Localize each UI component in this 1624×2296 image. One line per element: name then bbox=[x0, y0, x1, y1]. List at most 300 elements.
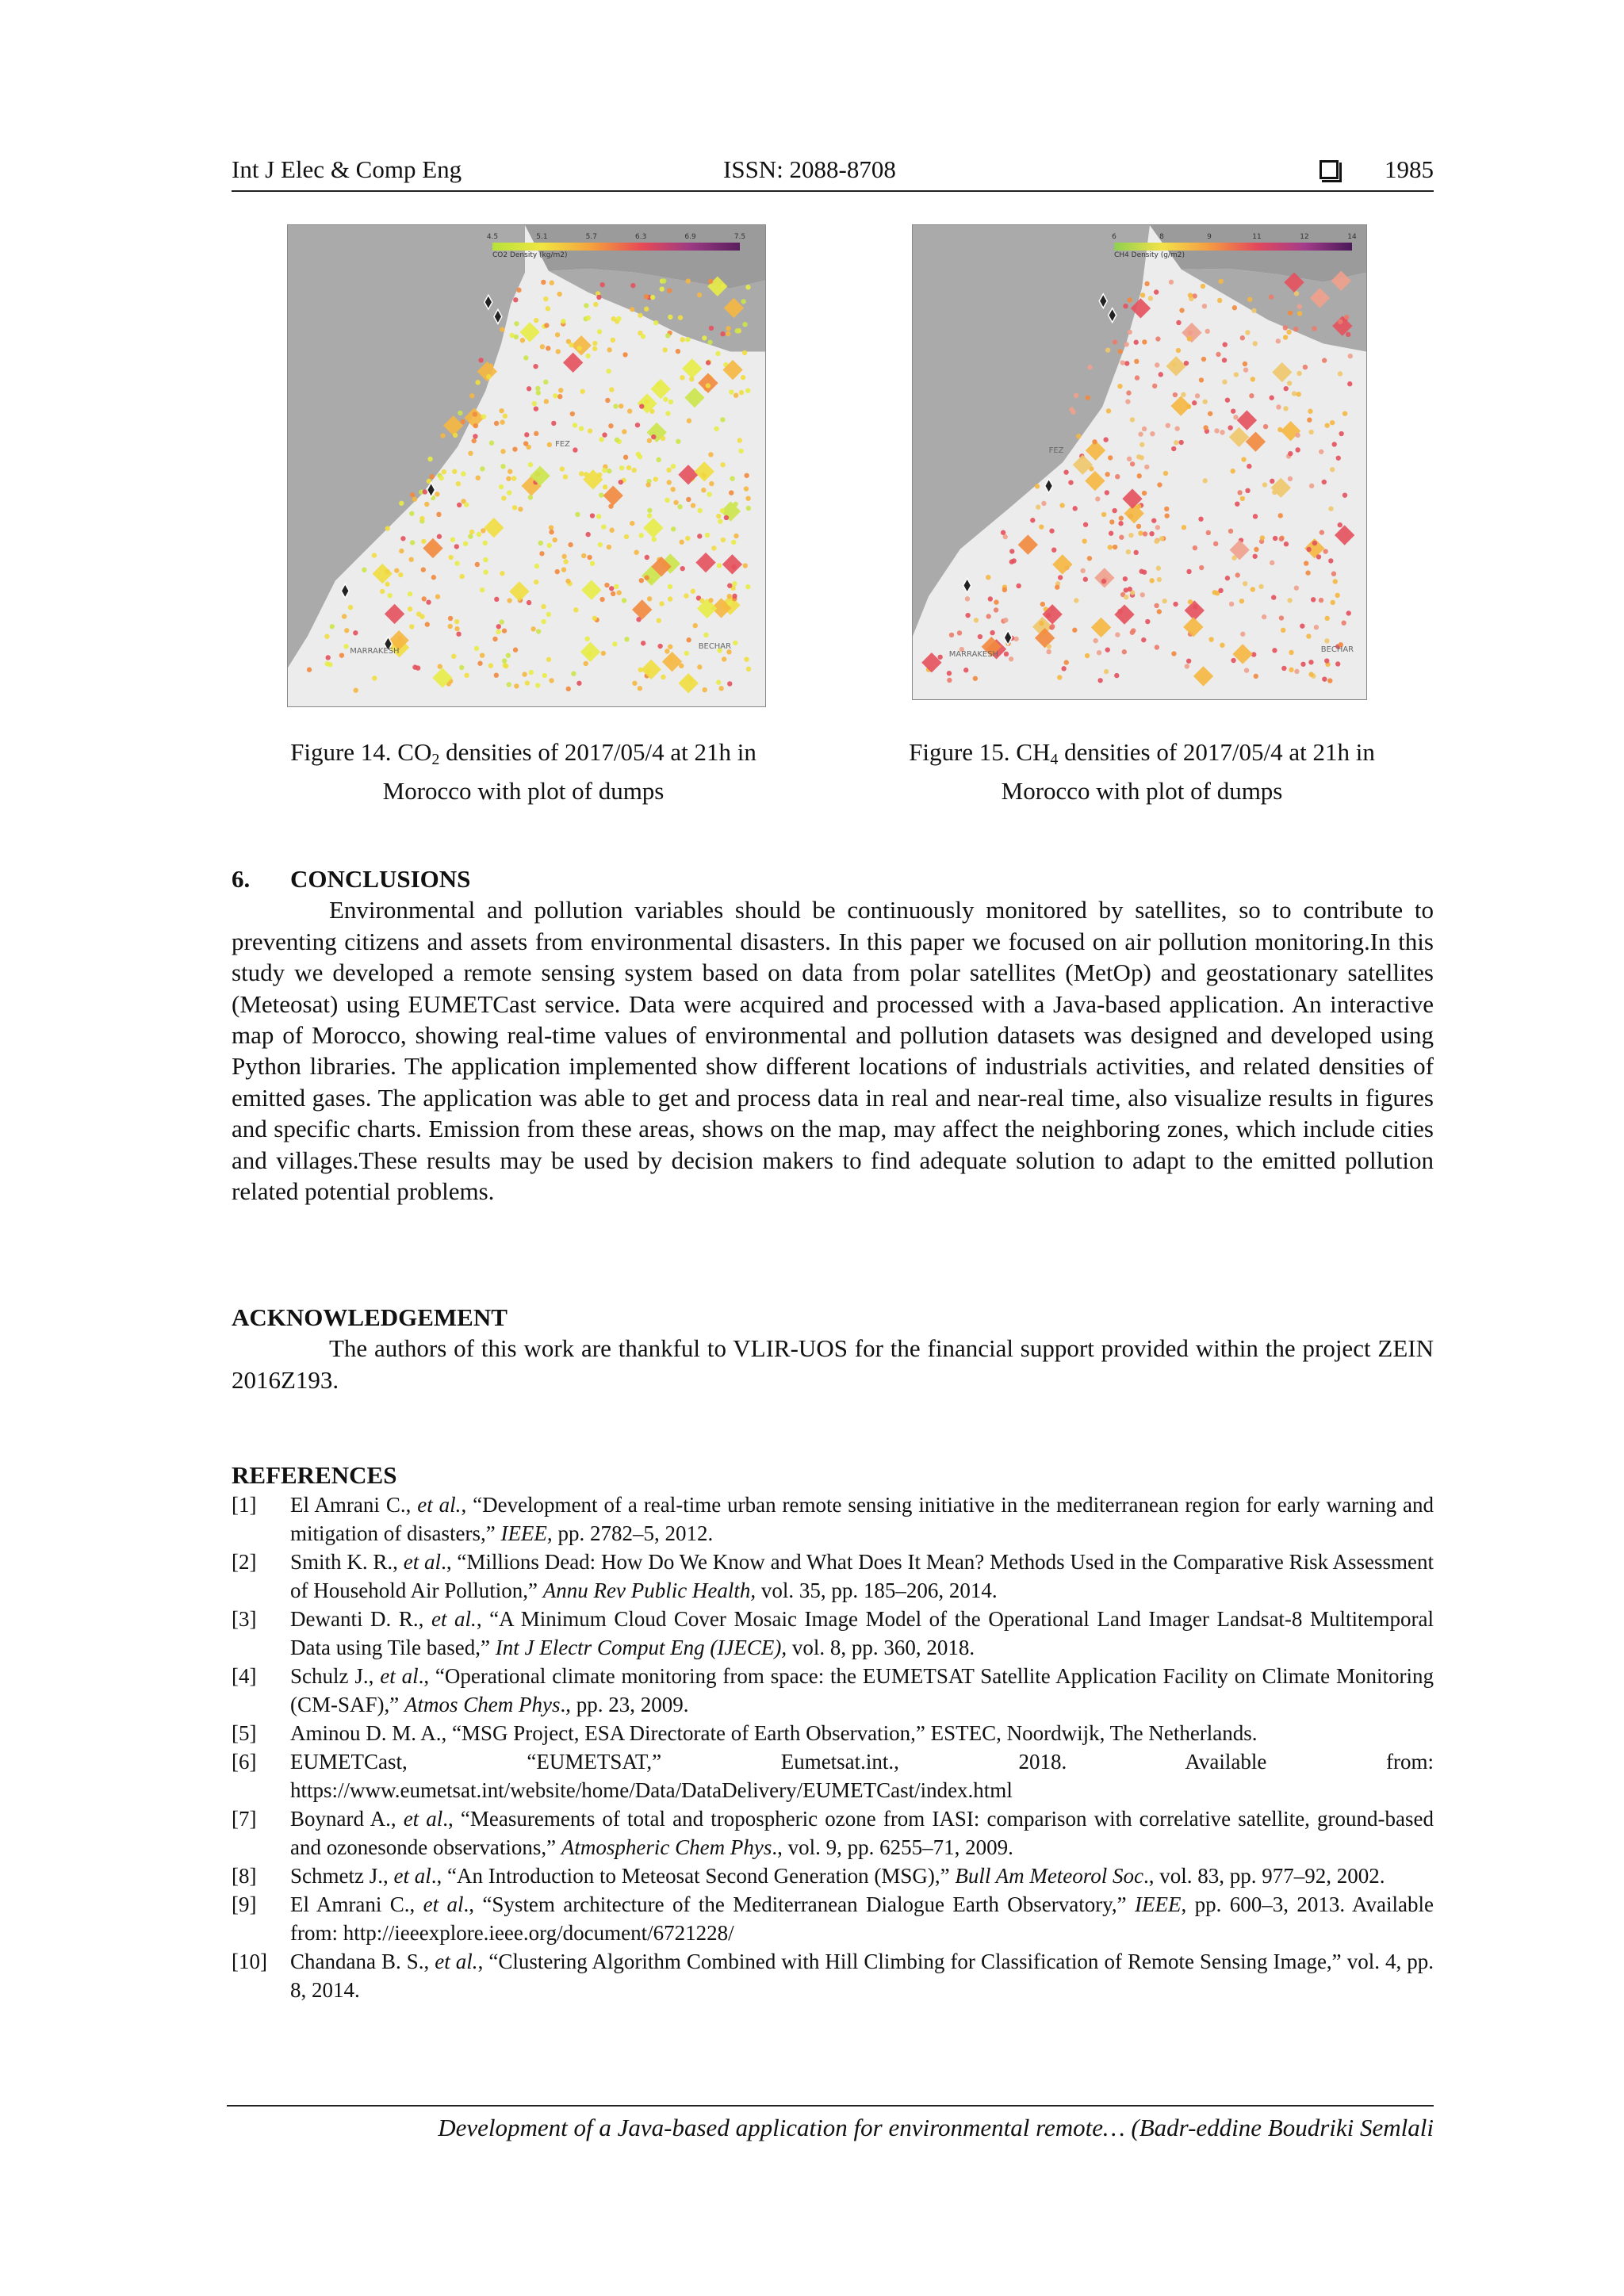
density-point bbox=[1253, 514, 1258, 519]
density-point bbox=[1325, 616, 1330, 621]
figure-15-map bbox=[912, 224, 1367, 700]
density-point bbox=[665, 333, 670, 338]
density-point bbox=[1231, 408, 1235, 413]
density-point bbox=[1134, 359, 1139, 364]
density-point bbox=[1157, 482, 1162, 487]
density-point bbox=[1104, 669, 1109, 674]
reference-list bbox=[232, 1490, 1434, 2004]
density-point bbox=[527, 386, 531, 391]
density-point bbox=[1270, 396, 1274, 400]
density-point bbox=[1308, 660, 1313, 664]
density-point bbox=[1140, 592, 1145, 597]
density-point bbox=[676, 349, 680, 354]
density-point bbox=[480, 652, 485, 657]
density-point bbox=[668, 645, 672, 649]
density-point bbox=[1142, 491, 1147, 496]
colorbar-tick: 12 bbox=[1300, 233, 1309, 241]
density-point bbox=[602, 468, 607, 473]
density-point bbox=[707, 340, 712, 345]
density-point bbox=[546, 657, 551, 662]
density-point bbox=[741, 375, 745, 380]
page-number: 1985 bbox=[1385, 155, 1434, 183]
density-point bbox=[580, 389, 585, 394]
density-point bbox=[410, 492, 415, 497]
density-point bbox=[409, 624, 414, 629]
density-point bbox=[448, 616, 453, 621]
density-point bbox=[579, 471, 584, 476]
density-point bbox=[1208, 411, 1212, 416]
density-point bbox=[699, 598, 704, 603]
density-point bbox=[1159, 372, 1163, 377]
density-point bbox=[343, 644, 348, 649]
density-point bbox=[720, 331, 725, 336]
density-point bbox=[1150, 431, 1155, 436]
density-point bbox=[440, 433, 445, 438]
density-point bbox=[652, 537, 657, 541]
density-point bbox=[1097, 678, 1102, 683]
density-point bbox=[399, 549, 404, 553]
density-point bbox=[678, 315, 683, 320]
density-point bbox=[388, 593, 393, 598]
density-point bbox=[494, 673, 499, 678]
density-point bbox=[638, 686, 642, 691]
density-point bbox=[597, 329, 602, 334]
density-point bbox=[1049, 528, 1054, 533]
density-point bbox=[541, 280, 546, 285]
density-point bbox=[1289, 650, 1293, 655]
density-point bbox=[518, 507, 523, 511]
density-point bbox=[339, 652, 344, 657]
density-point bbox=[1308, 672, 1313, 676]
density-point bbox=[714, 427, 718, 431]
density-point bbox=[557, 292, 561, 297]
city-label: FEZ bbox=[1048, 446, 1064, 456]
density-point bbox=[1139, 442, 1144, 447]
reference-number: [3] bbox=[232, 1607, 257, 1632]
density-point bbox=[644, 294, 649, 299]
density-point bbox=[744, 486, 749, 491]
density-point bbox=[662, 347, 667, 352]
density-point bbox=[422, 596, 427, 601]
density-point bbox=[635, 423, 640, 427]
density-point bbox=[1314, 625, 1319, 629]
density-point bbox=[596, 514, 601, 519]
density-point bbox=[619, 480, 623, 484]
density-point bbox=[584, 303, 588, 308]
density-point bbox=[1004, 652, 1009, 656]
density-point bbox=[667, 288, 672, 293]
density-point bbox=[527, 600, 531, 605]
density-point bbox=[1335, 593, 1339, 598]
density-point bbox=[525, 680, 530, 685]
density-point bbox=[486, 374, 491, 379]
density-point bbox=[707, 492, 711, 496]
density-point bbox=[1185, 664, 1189, 668]
city-label: MARRAKESH bbox=[948, 650, 999, 660]
density-point bbox=[1157, 609, 1162, 614]
reference-text: El Amrani C., et al., “Development of a real-time urban remote sensing initiative in the mediterranean region for early warning and mitigation of disasters,” IEEE, pp. 2782–5, 2012. bbox=[290, 1493, 1434, 1546]
density-point bbox=[511, 476, 516, 480]
density-point bbox=[1222, 358, 1227, 362]
density-point bbox=[599, 492, 603, 497]
density-point bbox=[543, 380, 548, 385]
density-point bbox=[685, 536, 690, 541]
density-point bbox=[1233, 415, 1238, 419]
density-point bbox=[520, 338, 525, 342]
density-point bbox=[608, 503, 613, 508]
density-point bbox=[534, 431, 538, 436]
density-point bbox=[1176, 348, 1181, 353]
density-point bbox=[1137, 473, 1142, 478]
colorbar-gradient bbox=[1114, 243, 1352, 251]
density-point bbox=[680, 375, 684, 380]
density-point bbox=[1306, 633, 1311, 638]
density-point bbox=[1296, 392, 1300, 396]
density-point bbox=[1138, 431, 1143, 436]
reference-text: Boynard A., et al., “Measurements of total and tropospheric ozone from IASI: comparison with correlative satellite, ground-based and ozonesonde observations,” Atmospheric Chem Phys., vol. 9, pp. 6255–71, 2009. bbox=[290, 1807, 1434, 1860]
density-point bbox=[424, 502, 429, 507]
density-point bbox=[697, 664, 702, 669]
density-point bbox=[1063, 469, 1068, 474]
density-point bbox=[973, 676, 978, 681]
density-point bbox=[1297, 311, 1302, 316]
density-point bbox=[1201, 357, 1206, 362]
density-point bbox=[1149, 531, 1154, 536]
density-point bbox=[1105, 347, 1110, 352]
density-point bbox=[974, 618, 979, 622]
reference-number: [9] bbox=[232, 1892, 257, 1917]
reference-item bbox=[232, 1490, 1434, 1548]
density-point bbox=[1003, 618, 1008, 622]
density-point bbox=[1316, 554, 1321, 559]
density-point bbox=[1252, 554, 1257, 559]
density-point bbox=[670, 487, 675, 492]
density-point bbox=[468, 451, 473, 456]
density-point bbox=[1283, 406, 1288, 411]
density-point bbox=[549, 530, 553, 534]
density-point bbox=[1103, 437, 1108, 442]
density-point bbox=[684, 593, 688, 598]
density-point bbox=[1164, 513, 1169, 518]
density-point bbox=[687, 419, 691, 423]
density-point bbox=[746, 667, 751, 672]
density-point bbox=[1293, 327, 1298, 331]
density-point bbox=[1114, 673, 1119, 678]
density-point bbox=[528, 462, 533, 467]
density-point bbox=[532, 401, 537, 406]
density-point bbox=[1108, 545, 1113, 549]
reference-item bbox=[232, 1662, 1434, 1719]
density-point bbox=[965, 596, 970, 601]
density-point bbox=[733, 502, 737, 507]
density-point bbox=[1324, 423, 1329, 427]
density-point bbox=[1092, 439, 1097, 444]
density-point bbox=[697, 293, 702, 297]
density-point bbox=[1278, 513, 1283, 518]
density-point bbox=[1119, 535, 1124, 540]
density-point bbox=[1119, 515, 1124, 520]
city-label: BECHAR bbox=[698, 642, 732, 652]
density-point bbox=[1287, 598, 1292, 603]
density-point bbox=[483, 570, 488, 575]
density-point bbox=[475, 562, 480, 567]
density-point bbox=[576, 681, 581, 686]
density-point bbox=[1051, 547, 1056, 552]
density-point bbox=[385, 582, 389, 587]
density-point bbox=[680, 566, 685, 571]
density-point bbox=[1030, 518, 1035, 522]
density-point bbox=[619, 465, 624, 470]
density-point bbox=[1144, 281, 1149, 286]
density-point bbox=[612, 641, 617, 646]
density-point bbox=[1342, 411, 1347, 415]
density-point bbox=[1258, 584, 1263, 589]
density-point bbox=[1127, 457, 1132, 461]
density-point bbox=[1300, 623, 1304, 628]
density-point bbox=[1154, 603, 1159, 608]
density-point bbox=[592, 341, 597, 346]
density-point bbox=[689, 377, 694, 381]
density-point bbox=[540, 344, 545, 349]
density-point bbox=[611, 338, 615, 342]
density-point bbox=[330, 624, 335, 629]
density-point bbox=[473, 423, 478, 428]
density-point bbox=[570, 411, 575, 416]
reference-text: Dewanti D. R., et al., “A Minimum Cloud Cover Mosaic Image Model of the Operational Land Imager Landsat-8 Multitemporal Data using Tile based,” Int J Electr Comput Eng (IJECE), vol. 8, pp. 360, 2018. bbox=[290, 1607, 1434, 1660]
density-point bbox=[601, 524, 606, 529]
density-point bbox=[1262, 614, 1266, 619]
density-point bbox=[1117, 349, 1122, 354]
density-point bbox=[708, 452, 713, 457]
density-point bbox=[1245, 488, 1250, 493]
density-point bbox=[546, 612, 551, 617]
density-point bbox=[1176, 320, 1181, 325]
density-point bbox=[439, 476, 443, 480]
density-point bbox=[650, 295, 655, 300]
density-point bbox=[1071, 410, 1075, 415]
density-point bbox=[990, 630, 994, 635]
density-point bbox=[663, 397, 668, 402]
density-point bbox=[549, 525, 553, 530]
density-point bbox=[666, 468, 671, 473]
reference-number: [6] bbox=[232, 1750, 257, 1774]
density-point bbox=[454, 619, 459, 624]
density-point bbox=[1142, 339, 1147, 344]
density-point bbox=[1152, 384, 1157, 388]
density-point bbox=[510, 333, 515, 338]
density-point bbox=[607, 545, 611, 549]
density-point bbox=[622, 429, 626, 434]
density-point bbox=[362, 568, 366, 572]
density-point bbox=[1269, 294, 1274, 299]
density-point bbox=[1101, 512, 1106, 517]
density-point bbox=[483, 541, 488, 545]
density-point bbox=[539, 551, 544, 556]
density-point bbox=[348, 605, 353, 610]
density-point bbox=[1319, 598, 1323, 603]
density-point bbox=[496, 629, 500, 634]
density-point bbox=[1162, 599, 1166, 603]
density-point bbox=[1059, 503, 1064, 507]
density-point bbox=[496, 624, 501, 629]
density-point bbox=[1136, 524, 1141, 529]
density-point bbox=[665, 411, 670, 415]
density-point bbox=[1279, 537, 1284, 541]
colorbar-tick: 4.5 bbox=[486, 233, 499, 241]
reference-number: [5] bbox=[232, 1721, 257, 1746]
density-point bbox=[541, 604, 546, 609]
density-point bbox=[512, 505, 517, 510]
density-point bbox=[668, 400, 673, 404]
density-point bbox=[1195, 393, 1200, 398]
density-point bbox=[419, 614, 424, 619]
density-point bbox=[684, 651, 689, 656]
density-point bbox=[488, 364, 493, 369]
density-point bbox=[1138, 530, 1143, 535]
density-point bbox=[1199, 377, 1204, 382]
density-point bbox=[448, 624, 453, 629]
density-point bbox=[605, 398, 610, 403]
density-point bbox=[624, 534, 629, 539]
density-point bbox=[456, 481, 461, 486]
density-point bbox=[408, 591, 412, 596]
density-point bbox=[1263, 424, 1268, 429]
density-point bbox=[1281, 628, 1285, 633]
density-point bbox=[1287, 381, 1292, 385]
density-point bbox=[722, 656, 726, 661]
density-point bbox=[613, 404, 618, 408]
density-point bbox=[478, 358, 483, 362]
density-point bbox=[657, 644, 662, 649]
density-point bbox=[1292, 391, 1297, 396]
density-point bbox=[1331, 600, 1335, 605]
density-point bbox=[661, 675, 665, 679]
density-point bbox=[514, 683, 519, 688]
density-point bbox=[412, 497, 417, 502]
density-point bbox=[667, 480, 672, 484]
reference-text: Aminou D. M. A., “MSG Project, ESA Directorate of Earth Observation,” ESTEC, Noordwijk, The Netherlands. bbox=[290, 1721, 1258, 1746]
density-point bbox=[617, 590, 622, 595]
density-point bbox=[435, 594, 440, 599]
density-point bbox=[1012, 558, 1017, 563]
density-point bbox=[463, 541, 468, 546]
colorbar-tick: 14 bbox=[1347, 233, 1357, 241]
density-point bbox=[459, 574, 464, 579]
density-point bbox=[1136, 454, 1141, 459]
density-point bbox=[503, 414, 508, 419]
density-point bbox=[452, 469, 457, 474]
density-point bbox=[522, 672, 527, 676]
density-point bbox=[702, 335, 707, 340]
density-point bbox=[1240, 632, 1245, 637]
density-point bbox=[454, 544, 459, 549]
density-point bbox=[1230, 469, 1235, 473]
density-point bbox=[1335, 661, 1340, 666]
density-point bbox=[1220, 643, 1224, 648]
density-point bbox=[573, 423, 577, 427]
density-point bbox=[600, 282, 605, 287]
density-point bbox=[1342, 492, 1347, 497]
density-point bbox=[602, 432, 607, 437]
density-point bbox=[720, 462, 725, 467]
density-point bbox=[1140, 293, 1145, 297]
density-point bbox=[1154, 289, 1159, 294]
density-point bbox=[647, 513, 652, 518]
reference-item bbox=[232, 1862, 1434, 1890]
density-point bbox=[671, 464, 676, 469]
density-point bbox=[1247, 464, 1251, 469]
density-point bbox=[421, 539, 426, 544]
density-point bbox=[1283, 335, 1288, 339]
density-point bbox=[1131, 628, 1136, 633]
density-point bbox=[514, 321, 519, 326]
reference-text: Smith K. R., et al., “Millions Dead: How Do We Know and What Does It Mean? Methods Used in the Comparative Risk Assessment of Household Air Pollution,” Annu Rev Public Health, vol. 35, pp. 185–206, 2014. bbox=[290, 1550, 1434, 1603]
density-point bbox=[400, 536, 405, 541]
density-point bbox=[653, 320, 658, 325]
density-point bbox=[538, 541, 543, 545]
density-point bbox=[1295, 447, 1300, 452]
density-point bbox=[709, 326, 714, 331]
density-point bbox=[534, 406, 538, 411]
density-point bbox=[1288, 310, 1293, 315]
density-point bbox=[611, 591, 615, 596]
reference-text: El Amrani C., et al., “System architecture of the Mediterranean Dialogue Earth Observatory,” IEEE, pp. 600–3, 2013. Available from: http://ieeexplore.ieee.org/document/6721228/ bbox=[290, 1892, 1434, 1946]
density-point bbox=[1126, 390, 1131, 395]
density-point bbox=[1330, 467, 1335, 472]
density-point bbox=[584, 661, 588, 666]
reference-text: Chandana B. S., et al., “Clustering Algorithm Combined with Hill Climbing for Classification of Remote Sensing Image,” vol. 4, pp. 8, 2014. bbox=[290, 1950, 1434, 2003]
density-point bbox=[1155, 336, 1160, 341]
density-point bbox=[1332, 442, 1337, 446]
density-point bbox=[1082, 538, 1086, 543]
density-point bbox=[685, 337, 690, 342]
density-point bbox=[1205, 329, 1210, 334]
density-point bbox=[1128, 533, 1133, 538]
density-point bbox=[1201, 284, 1205, 289]
density-point bbox=[380, 589, 385, 594]
density-point bbox=[744, 656, 749, 661]
density-point bbox=[342, 614, 347, 618]
density-point bbox=[1203, 425, 1208, 430]
density-point bbox=[1244, 668, 1249, 672]
density-point bbox=[1202, 399, 1207, 404]
density-point bbox=[461, 472, 465, 476]
density-point bbox=[1166, 423, 1170, 427]
density-point bbox=[477, 532, 481, 537]
density-point bbox=[523, 355, 528, 360]
density-point bbox=[1184, 361, 1189, 365]
density-point bbox=[473, 411, 477, 416]
density-point bbox=[535, 683, 540, 687]
density-point bbox=[947, 671, 952, 675]
density-point bbox=[1148, 296, 1153, 300]
density-point bbox=[718, 686, 723, 691]
density-point bbox=[624, 637, 629, 641]
density-point bbox=[557, 394, 562, 399]
density-point bbox=[671, 526, 676, 531]
density-point bbox=[1115, 474, 1120, 479]
density-point bbox=[1009, 656, 1013, 661]
reference-item bbox=[232, 1719, 1434, 1747]
density-point bbox=[742, 350, 747, 355]
density-point bbox=[1036, 504, 1040, 509]
density-point bbox=[1145, 619, 1150, 624]
density-point bbox=[427, 457, 432, 461]
density-point bbox=[394, 568, 399, 572]
density-point bbox=[1106, 408, 1111, 413]
density-point bbox=[1083, 577, 1088, 582]
density-point bbox=[1324, 638, 1329, 643]
